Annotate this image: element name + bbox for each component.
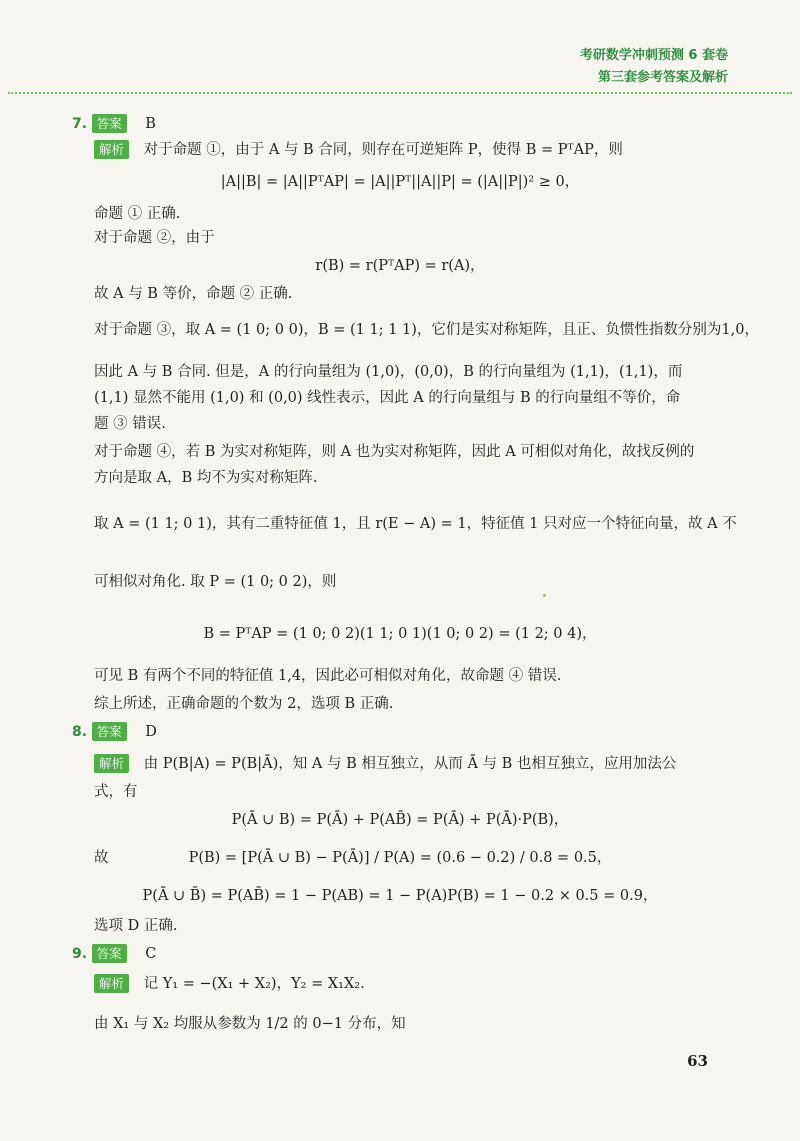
text-line: 命题 ① 正确. bbox=[94, 206, 181, 222]
analysis-row bbox=[94, 972, 365, 993]
scan-speck bbox=[543, 594, 546, 597]
answer-value: D bbox=[145, 724, 157, 740]
question-number: 9. bbox=[72, 946, 88, 962]
answer-value: C bbox=[145, 946, 157, 962]
text-line: 由 X₁ 与 X₂ 均服从参数为 1/2 的 0−1 分布，知 bbox=[94, 1016, 406, 1032]
text-line: 式，有 bbox=[94, 784, 138, 800]
text-line: 对于命题 ②，由于 bbox=[94, 230, 215, 246]
question-number: 8. bbox=[72, 724, 88, 740]
text-line: 因此 A 与 B 合同. 但是，A 的行向量组为 (1,0)，(0,0)，B 的行向量组为 (1,1)，(1,1)，而 bbox=[94, 364, 683, 380]
text-line: 可见 B 有两个不同的特征值 1,4，因此必可相似对角化，故命题 ④ 错误. bbox=[94, 668, 562, 684]
text-line: 故 bbox=[94, 850, 109, 866]
question-number: 7. bbox=[72, 116, 88, 132]
text-line: 综上所述，正确命题的个数为 2，选项 B 正确. bbox=[94, 696, 394, 712]
text-line: 故 A 与 B 等价，命题 ② 正确. bbox=[94, 286, 293, 302]
formula-line: B = PᵀAP = (1 0; 0 2)(1 1; 0 1)(1 0; 0 2) = (1 2; 0 4)， bbox=[203, 626, 597, 642]
answer-tag: 答案 bbox=[92, 114, 127, 133]
text-line: 方向是取 A，B 均不为实对称矩阵. bbox=[94, 470, 318, 486]
question-9-header bbox=[72, 944, 156, 963]
text-line: 题 ③ 错误. bbox=[94, 416, 166, 432]
question-7-header bbox=[72, 114, 156, 133]
text-line: 记 Y₁ = −(X₁ + X₂)，Y₂ = X₁X₂. bbox=[143, 976, 365, 992]
page-number: 63 bbox=[687, 1052, 708, 1070]
analysis-tag: 解析 bbox=[94, 140, 129, 159]
text-line: 可相似对角化. 取 P = (1 0; 0 2)，则 bbox=[94, 574, 337, 590]
text-line: 对于命题 ③，取 A = (1 0; 0 0)，B = (1 1; 1 1)，它们是实对称矩阵，且正、负惯性指数分别为1,0， bbox=[94, 322, 759, 338]
text-line: 对于命题 ①，由于 A 与 B 合同，则存在可逆矩阵 P，使得 B = PᵀAP，则 bbox=[143, 142, 623, 158]
analysis-tag: 解析 bbox=[94, 754, 129, 773]
question-8-header bbox=[72, 722, 157, 741]
text-line: 取 A = (1 1; 0 1)，其有二重特征值 1，且 r(E − A) = 1，特征值 1 只对应一个特征向量，故 A 不 bbox=[94, 516, 737, 532]
answer-value: B bbox=[145, 116, 156, 132]
formula-line: P(Ā ∪ B) = P(Ā) + P(AB̄) = P(Ā) + P(Ā)·P(B)， bbox=[231, 812, 569, 828]
formula-line: P(Ā ∪ B̄) = P(AB̄) = 1 − P(AB) = 1 − P(A)P(B) = 1 − 0.2 × 0.5 = 0.9， bbox=[142, 888, 658, 904]
answer-tag: 答案 bbox=[92, 722, 127, 741]
answer-tag: 答案 bbox=[92, 944, 127, 963]
analysis-row bbox=[94, 752, 676, 773]
header-divider bbox=[8, 92, 792, 94]
formula-line: |A||B| = |A||PᵀAP| = |A||Pᵀ||A||P| = (|A||P|)² ≥ 0， bbox=[220, 174, 580, 190]
text-line: 选项 D 正确. bbox=[94, 918, 178, 934]
formula-line: P(B) = [P(Ā ∪ B) − P(Ā)] / P(A) = (0.6 − 0.2) / 0.8 = 0.5， bbox=[188, 850, 612, 866]
header-book-title: 考研数学冲刺预测 6 套卷 bbox=[579, 48, 728, 63]
text-line: 由 P(B|A) = P(B|Ā)，知 A 与 B 相互独立，从而 Ā 与 B 也相互独立，应用加法公 bbox=[143, 756, 677, 772]
text-line: (1,1) 显然不能用 (1,0) 和 (0,0) 线性表示，因此 A 的行向量组与 B 的行向量组不等价，命 bbox=[94, 390, 681, 406]
header-section-title: 第三套参考答案及解析 bbox=[597, 70, 728, 85]
formula-line: r(B) = r(PᵀAP) = r(A)， bbox=[315, 258, 485, 274]
analysis-tag: 解析 bbox=[94, 974, 129, 993]
text-line: 对于命题 ④，若 B 为实对称矩阵，则 A 也为实对称矩阵，因此 A 可相似对角化，故找反例的 bbox=[94, 444, 695, 460]
analysis-row bbox=[94, 138, 623, 159]
